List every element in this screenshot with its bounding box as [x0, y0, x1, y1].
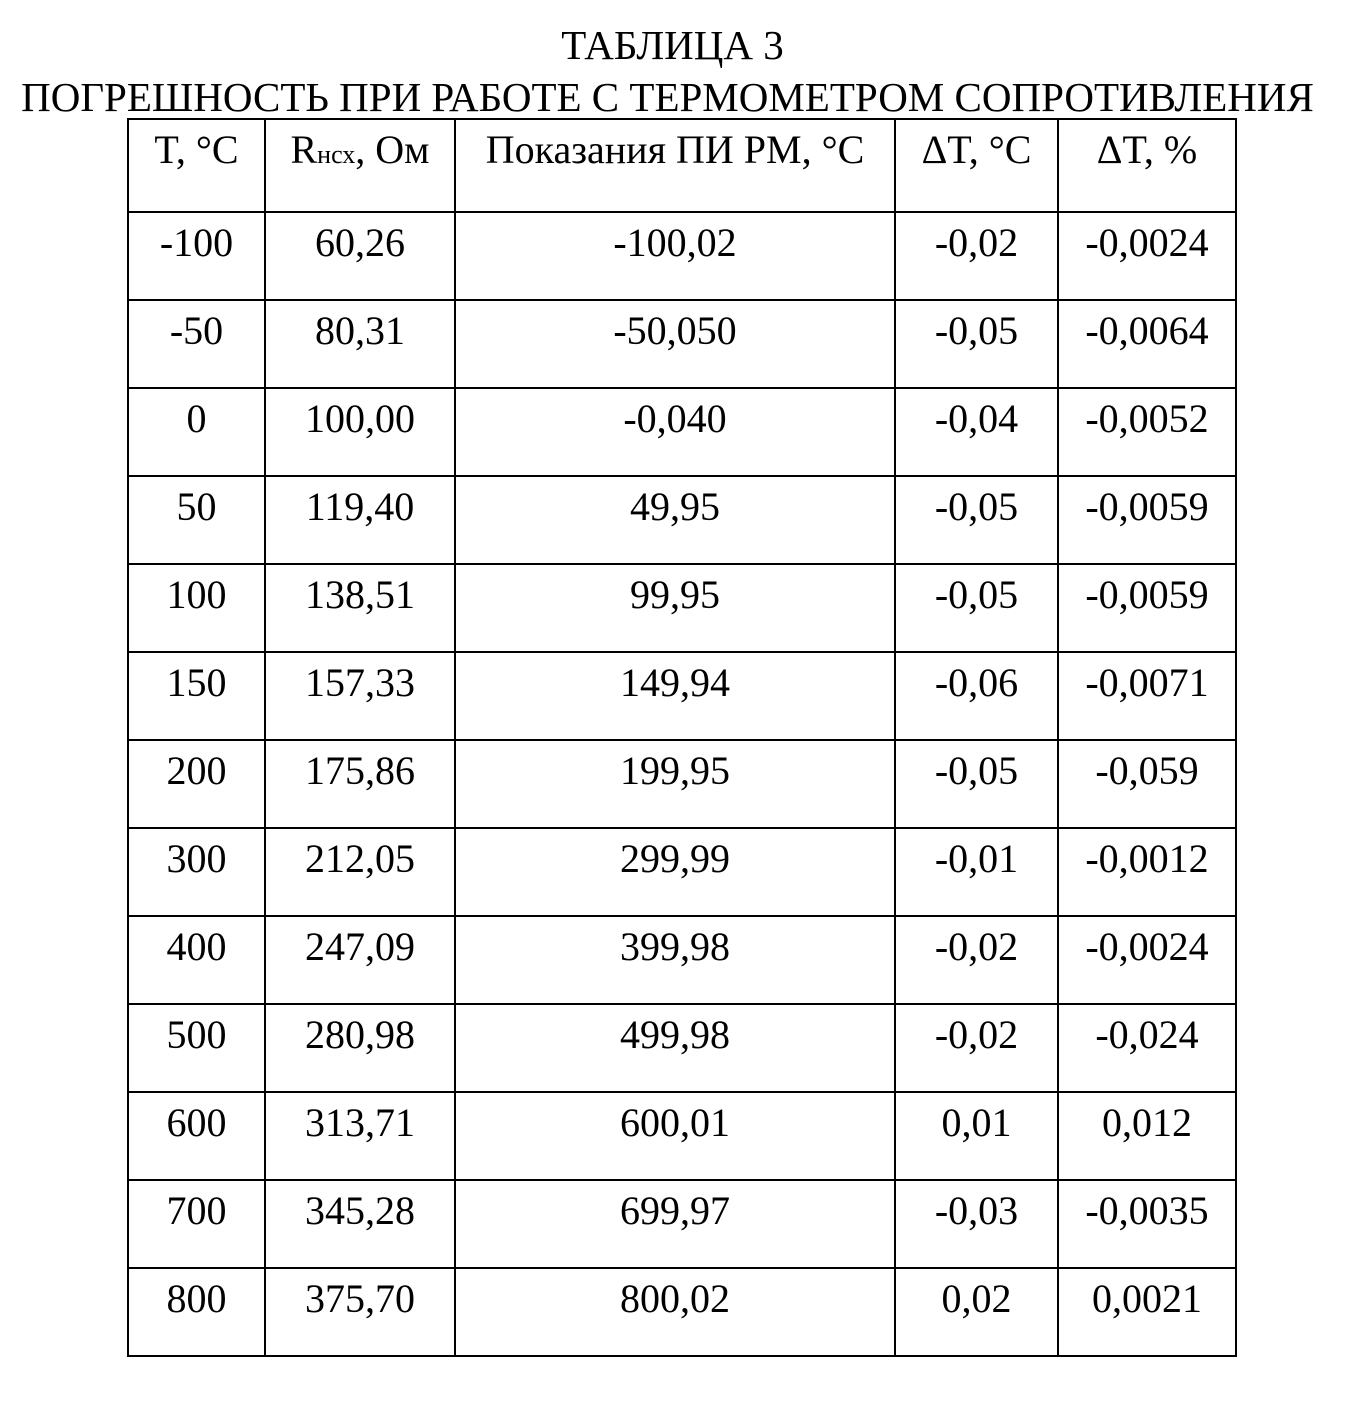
table-title: ПОГРЕШНОСТЬ ПРИ РАБОТЕ С ТЕРМОМЕТРОМ СОПРОТИВЛЕНИЯ [21, 74, 1314, 120]
header-reading: Показания ПИ РМ, °C [455, 119, 895, 212]
cell-delta-pct: 0,0021 [1058, 1268, 1236, 1356]
cell-delta-c: -0,02 [895, 916, 1058, 1004]
cell-reading: 149,94 [455, 652, 895, 740]
header-delta-c: ΔT, °C [895, 119, 1058, 212]
cell-delta-c: -0,05 [895, 740, 1058, 828]
cell-reading: -100,02 [455, 212, 895, 300]
cell-reading: 499,98 [455, 1004, 895, 1092]
cell-delta-pct: -0,0024 [1058, 916, 1236, 1004]
cell-delta-c: -0,05 [895, 300, 1058, 388]
cell-reading: 49,95 [455, 476, 895, 564]
cell-delta-c: 0,02 [895, 1268, 1058, 1356]
table-row [128, 212, 1236, 300]
cell-temperature: 50 [128, 476, 265, 564]
header-resistance [265, 119, 455, 212]
cell-delta-pct: -0,0052 [1058, 388, 1236, 476]
cell-delta-pct: 0,012 [1058, 1092, 1236, 1180]
cell-resistance: 280,98 [265, 1004, 455, 1092]
cell-resistance: 175,86 [265, 740, 455, 828]
cell-reading: -50,050 [455, 300, 895, 388]
cell-delta-pct: -0,0035 [1058, 1180, 1236, 1268]
cell-delta-c: -0,01 [895, 828, 1058, 916]
cell-temperature: 800 [128, 1268, 265, 1356]
table-row [128, 652, 1236, 740]
cell-delta-c: -0,02 [895, 1004, 1058, 1092]
header-temperature: T, °C [128, 119, 265, 212]
table-row [128, 916, 1236, 1004]
cell-delta-c: -0,02 [895, 212, 1058, 300]
cell-temperature: -50 [128, 300, 265, 388]
cell-reading: 199,95 [455, 740, 895, 828]
cell-temperature: 500 [128, 1004, 265, 1092]
cell-temperature: 150 [128, 652, 265, 740]
cell-reading: 399,98 [455, 916, 895, 1004]
cell-temperature: 300 [128, 828, 265, 916]
cell-delta-pct: -0,0012 [1058, 828, 1236, 916]
cell-delta-c: -0,04 [895, 388, 1058, 476]
table-row [128, 476, 1236, 564]
cell-delta-pct: -0,0059 [1058, 564, 1236, 652]
table-row [128, 564, 1236, 652]
cell-reading: 99,95 [455, 564, 895, 652]
cell-delta-pct: -0,059 [1058, 740, 1236, 828]
cell-resistance: 60,26 [265, 212, 455, 300]
cell-reading: 600,01 [455, 1092, 895, 1180]
cell-reading: 299,99 [455, 828, 895, 916]
cell-delta-pct: -0,0071 [1058, 652, 1236, 740]
cell-temperature: 200 [128, 740, 265, 828]
cell-temperature: 700 [128, 1180, 265, 1268]
table-row [128, 1180, 1236, 1268]
cell-resistance: 138,51 [265, 564, 455, 652]
cell-temperature: -100 [128, 212, 265, 300]
header-row [128, 119, 1236, 212]
cell-delta-pct: -0,0064 [1058, 300, 1236, 388]
cell-resistance: 313,71 [265, 1092, 455, 1180]
cell-resistance: 157,33 [265, 652, 455, 740]
cell-delta-pct: -0,0059 [1058, 476, 1236, 564]
cell-delta-c: 0,01 [895, 1092, 1058, 1180]
cell-resistance: 375,70 [265, 1268, 455, 1356]
cell-resistance: 100,00 [265, 388, 455, 476]
cell-delta-c: -0,03 [895, 1180, 1058, 1268]
table-row [128, 388, 1236, 476]
cell-resistance: 119,40 [265, 476, 455, 564]
header-resistance-symbol: R [290, 127, 318, 172]
header-resistance-subscript: нсх [317, 140, 356, 169]
table-row [128, 1268, 1236, 1356]
cell-temperature: 0 [128, 388, 265, 476]
cell-resistance: 80,31 [265, 300, 455, 388]
cell-resistance: 247,09 [265, 916, 455, 1004]
cell-temperature: 600 [128, 1092, 265, 1180]
table-row [128, 1004, 1236, 1092]
cell-temperature: 100 [128, 564, 265, 652]
table-row [128, 740, 1236, 828]
header-delta-pct: ΔT, % [1058, 119, 1236, 212]
table-row [128, 300, 1236, 388]
cell-temperature: 400 [128, 916, 265, 1004]
cell-delta-c: -0,06 [895, 652, 1058, 740]
cell-reading: 800,02 [455, 1268, 895, 1356]
cell-delta-pct: -0,024 [1058, 1004, 1236, 1092]
cell-reading: 699,97 [455, 1180, 895, 1268]
table-row [128, 828, 1236, 916]
cell-delta-c: -0,05 [895, 476, 1058, 564]
table-caption: ТАБЛИЦА 3 [561, 22, 784, 68]
cell-resistance: 212,05 [265, 828, 455, 916]
cell-delta-pct: -0,0024 [1058, 212, 1236, 300]
cell-delta-c: -0,05 [895, 564, 1058, 652]
cell-resistance: 345,28 [265, 1180, 455, 1268]
cell-reading: -0,040 [455, 388, 895, 476]
header-resistance-unit: , Ом [355, 127, 430, 172]
error-table [127, 118, 1237, 1357]
table-row [128, 1092, 1236, 1180]
